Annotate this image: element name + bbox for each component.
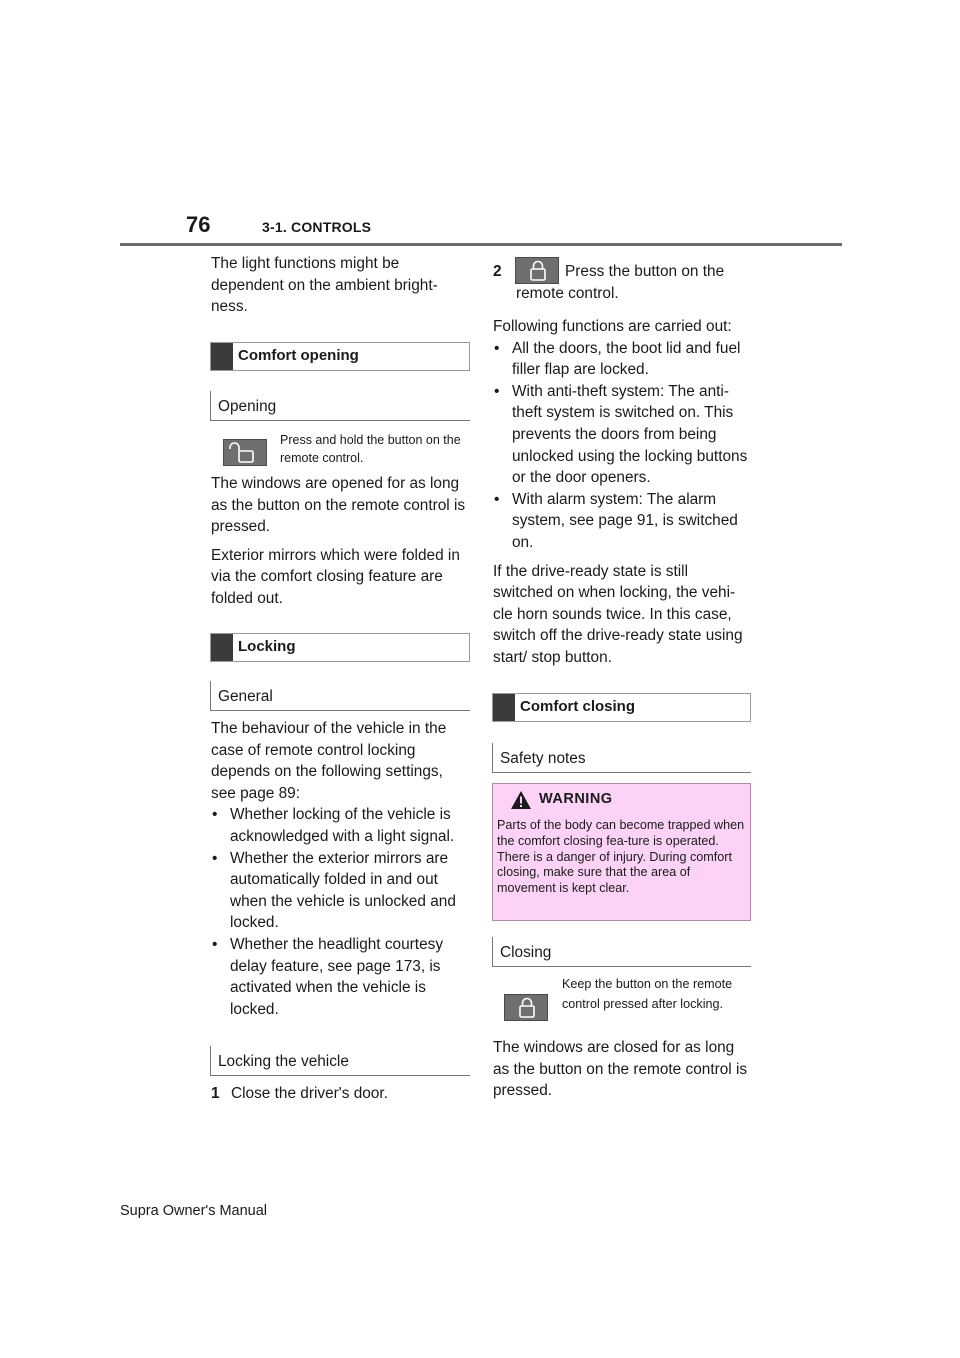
intro-text: The light functions might be dependent on the ambient bright-ness. bbox=[211, 255, 438, 316]
heading-bar bbox=[211, 343, 233, 370]
locking-heading bbox=[210, 633, 470, 662]
warning-text: Parts of the body can become trapped when the comfort closing fea-ture is operated. There is a danger of injury. During comfort closing, make sure that the area of movement is kept clear. bbox=[497, 818, 745, 896]
heading-text: Comfort closing bbox=[520, 698, 635, 715]
locking-vehicle-subhead bbox=[210, 1046, 470, 1076]
warning-box bbox=[492, 783, 751, 921]
heading-bar bbox=[493, 694, 515, 721]
list-item: • Whether the headlight courtesy delay feature, see page 173, is activated when the vehicle is locked. bbox=[211, 934, 467, 1020]
closing-instruction: Keep the button on the remote control pressed after locking. bbox=[562, 977, 733, 1011]
step-text: Close the driver's door. bbox=[231, 1085, 388, 1102]
warning-triangle-icon bbox=[510, 790, 532, 810]
heading-bar bbox=[211, 634, 233, 661]
comfort-closing-heading bbox=[492, 693, 751, 722]
list-item: • With anti-theft system: The anti-theft system is switched on. This prevents the doors from being unlocked using the locking buttons or the door openers. bbox=[493, 381, 751, 489]
opening-instruction: Press and hold the button on the remote control. bbox=[280, 433, 461, 465]
general-bullet-list bbox=[211, 804, 467, 1020]
subhead-text: Closing bbox=[500, 944, 552, 961]
closing-subhead bbox=[492, 937, 751, 967]
general-body bbox=[211, 718, 467, 1027]
list-item: • Whether the exterior mirrors are automatically folded in and out when the vehicle is unlocked and locked. bbox=[211, 848, 467, 934]
intro-paragraph bbox=[211, 253, 461, 325]
warning-title: WARNING bbox=[539, 791, 613, 807]
subhead-text: Safety notes bbox=[500, 750, 586, 767]
functions-bullet-list bbox=[493, 338, 751, 554]
comfort-opening-heading bbox=[210, 342, 470, 371]
lock-icon bbox=[504, 994, 548, 1021]
heading-text: Comfort opening bbox=[238, 347, 359, 364]
general-paragraph: The behaviour of the vehicle in the case of remote control locking depends on the following settings, see page 89: bbox=[211, 720, 447, 802]
closing-paragraph: The windows are closed for as long as the button on the remote control is pressed. bbox=[493, 1039, 748, 1100]
step-number: 1 bbox=[211, 1085, 220, 1102]
opening-paragraph-1: The windows are opened for as long as the button on the remote control is pressed. bbox=[211, 475, 466, 536]
opening-body bbox=[211, 473, 466, 617]
drive-ready-paragraph: If the drive-ready state is still switched on when locking, the vehi-cle horn sounds twice. In this case, switch off the drive-ready state using start/ stop button. bbox=[493, 562, 743, 666]
step-number: 2 bbox=[493, 263, 502, 280]
subhead-text: General bbox=[218, 688, 273, 705]
general-subhead bbox=[210, 681, 470, 711]
section-title: 3-1. CONTROLS bbox=[262, 219, 372, 235]
opening-paragraph-2: Exterior mirrors which were folded in via the comfort closing feature are folded out. bbox=[211, 546, 460, 607]
opening-subhead bbox=[210, 391, 470, 421]
closing-body bbox=[493, 1037, 751, 1109]
footer-text: Supra Owner's Manual bbox=[120, 1203, 268, 1219]
functions-body bbox=[493, 316, 751, 676]
list-item: • All the doors, the boot lid and fuel filler flap are locked. bbox=[493, 338, 751, 381]
subhead-text: Locking the vehicle bbox=[218, 1053, 349, 1070]
subhead-text: Opening bbox=[218, 398, 277, 415]
functions-intro: Following functions are carried out: bbox=[493, 318, 732, 335]
heading-text: Locking bbox=[238, 638, 296, 655]
page-number: 76 bbox=[186, 212, 211, 237]
header-rule bbox=[120, 243, 842, 246]
list-item: • Whether locking of the vehicle is acknowledged with a light signal. bbox=[211, 804, 467, 847]
list-item: • With alarm system: The alarm system, see page 91, is switched on. bbox=[493, 489, 751, 554]
unlock-icon bbox=[223, 439, 267, 466]
step-1 bbox=[211, 1083, 466, 1105]
safety-notes-subhead bbox=[492, 743, 751, 773]
step-2-text: Press the button on the remote control. bbox=[516, 263, 725, 302]
